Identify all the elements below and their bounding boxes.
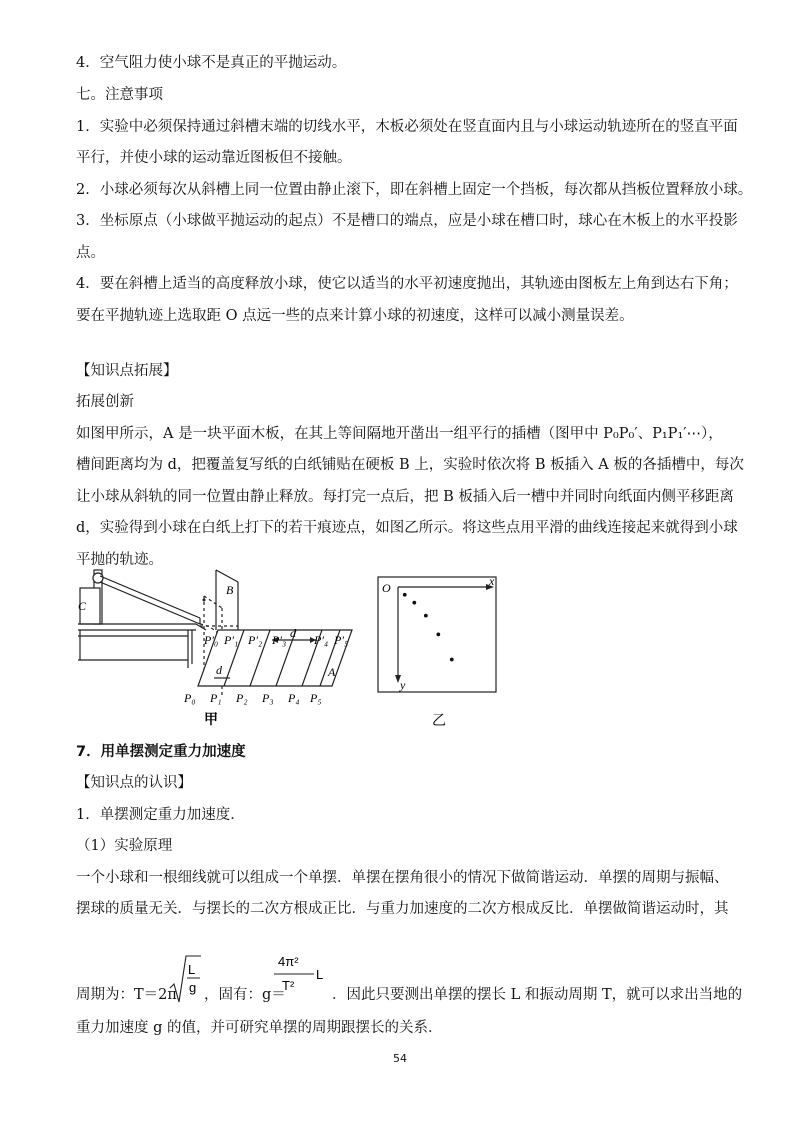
text-line: 平抛的轨迹。 — [76, 552, 163, 568]
text-line: 槽间距离均为 d，把覆盖复写纸的白纸铺贴在硬板 B 上，实验时依次将 B 板插入 A 板的各插槽中，每次 — [76, 457, 744, 473]
label-d-bottom: d — [216, 663, 222, 677]
formula-row — [76, 950, 743, 1010]
label-p2-prime: P′₂ — [248, 633, 263, 647]
trace-point — [403, 593, 407, 597]
label-p0-prime: P′₀ — [204, 633, 219, 647]
sqrt-numerator: L — [188, 962, 196, 977]
page-number: 54 — [393, 1052, 407, 1065]
label-a: A — [328, 665, 336, 679]
sqrt-denominator: g — [189, 980, 197, 995]
label-p5: P₅ — [310, 691, 322, 705]
fraction-denominator: T² — [282, 978, 295, 993]
figure-caption-jia: 甲 — [204, 712, 218, 728]
text-line: 平行，并使小球的运动靠近图板但不接触。 — [76, 150, 352, 166]
label-c: C — [78, 599, 87, 613]
text-line: 2．小球必须每次从斜槽上同一位置由静止滚下，即在斜槽上固定一个挡板，每次都从挡板位置释放小球。 — [76, 182, 753, 198]
figure-jia — [76, 568, 362, 730]
text-line: 点。 — [76, 245, 105, 261]
text-line: 1．单摆测定重力加速度． — [76, 807, 245, 823]
text-line: 一个小球和一根细线就可以组成一个单摆．单摆在摆角很小的情况下做简谐运动．单摆的周期与振幅、 — [76, 870, 729, 886]
label-p4-prime: P′₄ — [314, 633, 329, 647]
label-p3-prime: P′₃ — [272, 633, 287, 647]
fraction-tail: L — [316, 967, 324, 982]
text-line: 如图甲所示，A 是一块平面木板，在其上等间隔地开凿出一组平行的插槽（图甲中 P₀P₀′、P₁P₁′⋯）， — [76, 426, 723, 442]
figure-yi — [376, 575, 506, 730]
label-p4: P₄ — [288, 691, 300, 705]
section-heading: 七。注意事项 — [76, 87, 163, 103]
text-line: 3．坐标原点（小球做平抛运动的起点）不是槽口的端点，应是小球在槽口时，球心在木板上的水平投影 — [76, 213, 738, 229]
formula-prefix: 周期为：T＝2π — [76, 987, 177, 1003]
trace-points — [403, 593, 454, 662]
text-line: 4．空气阻力使小球不是真正的平抛运动。 — [76, 55, 347, 71]
fraction-numerator: 4π² — [278, 954, 299, 969]
subheading: 拓展创新 — [76, 394, 134, 410]
text-line: 摆球的质量无关．与摆长的二次方根成正比．与重力加速度的二次方根成反比．单摆做简谐运动时，其 — [76, 901, 729, 917]
label-p1: P₁ — [210, 691, 222, 705]
y-axis-label: y — [400, 678, 406, 692]
text-line: 重力加速度 g 的值，并可研究单摆的周期跟摆长的关系． — [76, 1020, 443, 1036]
text-line: 4．要在斜槽上适当的高度释放小球，使它以适当的水平初速度抛出，其轨迹由图板左上角到达右下角； — [76, 276, 738, 292]
label-b: B — [226, 583, 234, 597]
trace-point — [450, 658, 454, 662]
figure-caption-yi: 乙 — [432, 713, 446, 729]
formula-suffix: ．因此只要测出单摆的摆长 L 和振动周期 T，就可以求出当地的 — [332, 987, 743, 1003]
label-d-top: d — [290, 626, 296, 640]
label-p5-prime: P′₅ — [334, 633, 349, 647]
label-p1-prime: P′₁ — [224, 633, 239, 647]
trace-point — [412, 601, 416, 605]
fraction — [272, 950, 330, 998]
origin-label: O — [382, 581, 391, 595]
section-heading: 【知识点拓展】 — [76, 363, 178, 379]
section-title: 7．用单摆测定重力加速度 — [76, 744, 246, 760]
trace-point — [436, 632, 440, 636]
x-axis-label: x — [489, 575, 495, 588]
label-p0: P₀ — [184, 691, 196, 705]
text-line: 1．实验中必须保持通过斜槽末端的切线水平，木板必须处在竖直面内且与小球运动轨迹所在的竖直平面 — [76, 119, 738, 135]
trace-point — [424, 614, 428, 618]
text-line: d，实验得到小球在白纸上打下的若干痕迹点，如图乙所示。将这些点用平滑的曲线连接起来就得到小球 — [76, 520, 738, 536]
sqrt-symbol — [168, 954, 202, 1006]
label-p2: P₂ — [236, 691, 248, 705]
text-line: 让小球从斜轨的同一位置由静止释放。每打完一点后，把 B 板插入后一槽中并同时向纸面内侧平移距离 — [76, 489, 734, 505]
subheading: （1）实验原理 — [76, 838, 173, 854]
formula-mid: ，固有：g＝ — [204, 987, 286, 1003]
text-line: 要在平抛轨迹上选取距 O 点远一些的点来计算小球的初速度，这样可以减小测量误差。 — [76, 308, 634, 324]
section-heading: 【知识点的认识】 — [76, 775, 192, 791]
label-p3: P₃ — [262, 691, 274, 705]
